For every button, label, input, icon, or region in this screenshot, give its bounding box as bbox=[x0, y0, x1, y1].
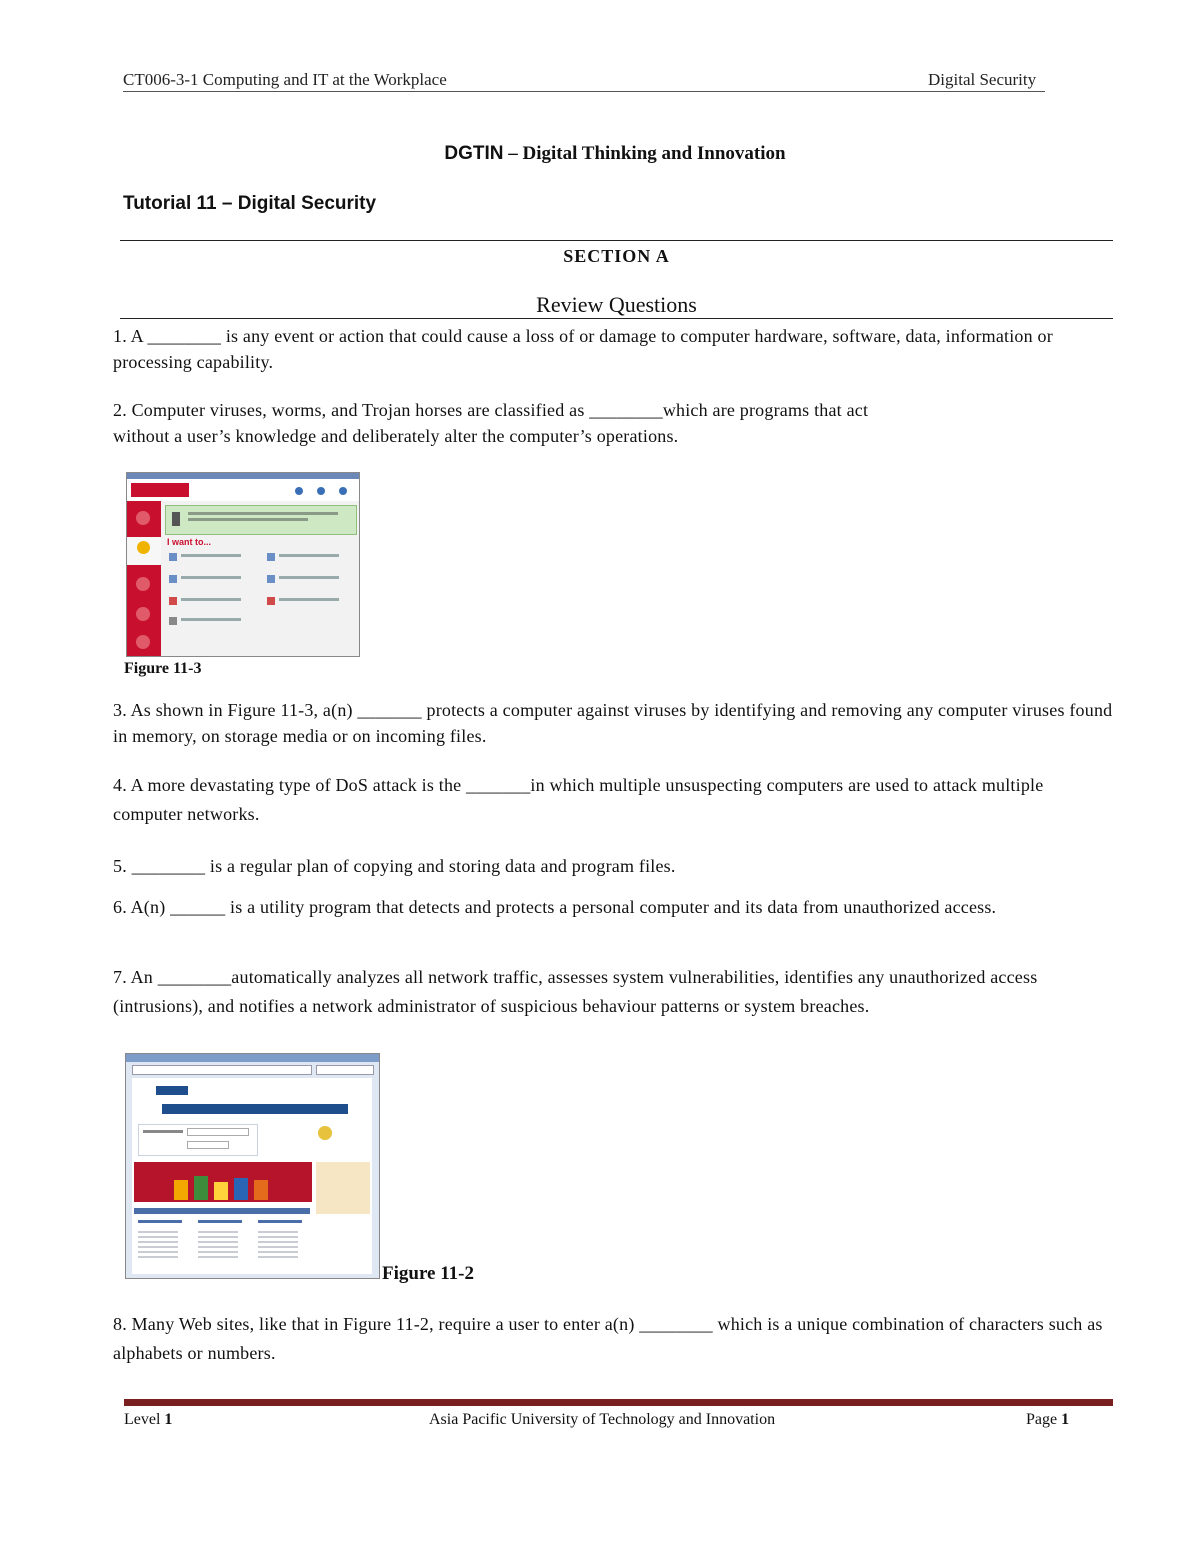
question-3: 3. As shown in Figure 11-3, a(n) _______ protects a computer against viruses by identifying and removing any computer viruses found in memory, on storage media or on incoming files. bbox=[113, 700, 1113, 746]
tutorial-title: Tutorial 11 – Digital Security bbox=[123, 193, 377, 214]
i-want-to-heading: I want to... bbox=[167, 537, 211, 547]
section-rule-bottom bbox=[120, 318, 1113, 319]
task-icon bbox=[169, 575, 177, 583]
header-topic: Digital Security bbox=[928, 70, 1037, 89]
question-4: 4. A more devastating type of DoS attack is the _______in which multiple unsuspecting computers are used to attack multiple computer networks. bbox=[113, 775, 1044, 824]
figure-paypal-browser-screenshot bbox=[125, 1053, 380, 1279]
promo-banner bbox=[134, 1162, 312, 1202]
help-icon bbox=[295, 487, 303, 495]
footer-level: Level 1 bbox=[124, 1411, 173, 1428]
sidebar-active-item bbox=[127, 537, 161, 565]
question-7: 7. An ________automatically analyzes all network traffic, assesses system vulnerabilities, identifies any unauthorized access (intrusions), and notifies a network administrator of suspicious behaviour patterns or system breaches. bbox=[113, 967, 1038, 1016]
task-icon bbox=[267, 575, 275, 583]
site-nav-tabs bbox=[162, 1104, 348, 1114]
question-6: 6. A(n) ______ is a utility program that detects and protects a personal computer and its data from unauthorized access. bbox=[113, 897, 997, 917]
section-heading: SECTION A bbox=[563, 246, 670, 266]
figure-security-center-screenshot bbox=[126, 472, 360, 657]
figure-11-3-caption: Figure 11-3 bbox=[124, 660, 202, 677]
sidebar-icon-4 bbox=[136, 607, 150, 621]
sidebar-icon-1 bbox=[136, 511, 150, 525]
status-banner bbox=[165, 505, 357, 535]
question-2-line-2: without a user’s knowledge and deliberately alter the computer’s operations. bbox=[113, 426, 679, 446]
task-icon bbox=[267, 553, 275, 561]
email-field bbox=[187, 1128, 249, 1136]
web-page bbox=[132, 1078, 372, 1274]
browser-titlebar bbox=[126, 1054, 379, 1062]
badge-icon bbox=[318, 1126, 332, 1140]
sidebar-icon-5 bbox=[136, 635, 150, 649]
footer-page-number: Page 1 bbox=[1026, 1411, 1070, 1428]
section-bar bbox=[134, 1208, 310, 1214]
footer-rule bbox=[124, 1399, 1113, 1406]
question-2-line-1: 2. Computer viruses, worms, and Trojan horses are classified as ________which are programs that act bbox=[113, 400, 869, 420]
side-promo bbox=[316, 1162, 370, 1214]
header-rule bbox=[123, 91, 1045, 92]
sidebar-icon-3 bbox=[136, 577, 150, 591]
task-icon bbox=[169, 597, 177, 605]
document-title bbox=[0, 143, 1200, 165]
task-icon bbox=[267, 597, 275, 605]
task-icon bbox=[169, 617, 177, 625]
password-field bbox=[187, 1141, 229, 1149]
address-bar bbox=[132, 1065, 312, 1075]
course-name: Digital Thinking and Innovation bbox=[522, 143, 786, 164]
security-center-logo bbox=[131, 483, 189, 497]
question-5: 5. ________ is a regular plan of copying and storing data and program files. bbox=[113, 856, 676, 876]
figure-11-2-caption: Figure 11-2 bbox=[382, 1263, 475, 1284]
status-icon bbox=[137, 541, 150, 554]
task-icon bbox=[169, 553, 177, 561]
login-box bbox=[138, 1124, 258, 1156]
question-8: 8. Many Web sites, like that in Figure 11-2, require a user to enter a(n) ________ which is a unique combination of characters such as alphabets or numbers. bbox=[113, 1314, 1103, 1363]
question-1: 1. A ________ is any event or action that could cause a loss of or damage to computer hardware, software, data, information or processing capability. bbox=[113, 326, 1053, 372]
support-icon bbox=[317, 487, 325, 495]
review-questions-heading: Review Questions bbox=[536, 292, 697, 317]
section-rule-top bbox=[120, 240, 1113, 241]
app-header bbox=[127, 479, 359, 501]
header-course: CT006-3-1 Computing and IT at the Workplace bbox=[123, 70, 447, 89]
shield-icon bbox=[172, 512, 180, 526]
paypal-logo bbox=[156, 1086, 188, 1095]
title-separator: – bbox=[503, 143, 523, 164]
settings-icon bbox=[339, 487, 347, 495]
course-code: DGTIN bbox=[444, 143, 504, 164]
footer-university: Asia Pacific University of Technology and Innovation bbox=[429, 1411, 776, 1428]
browser-search-box bbox=[316, 1065, 374, 1075]
app-sidebar bbox=[127, 501, 161, 656]
